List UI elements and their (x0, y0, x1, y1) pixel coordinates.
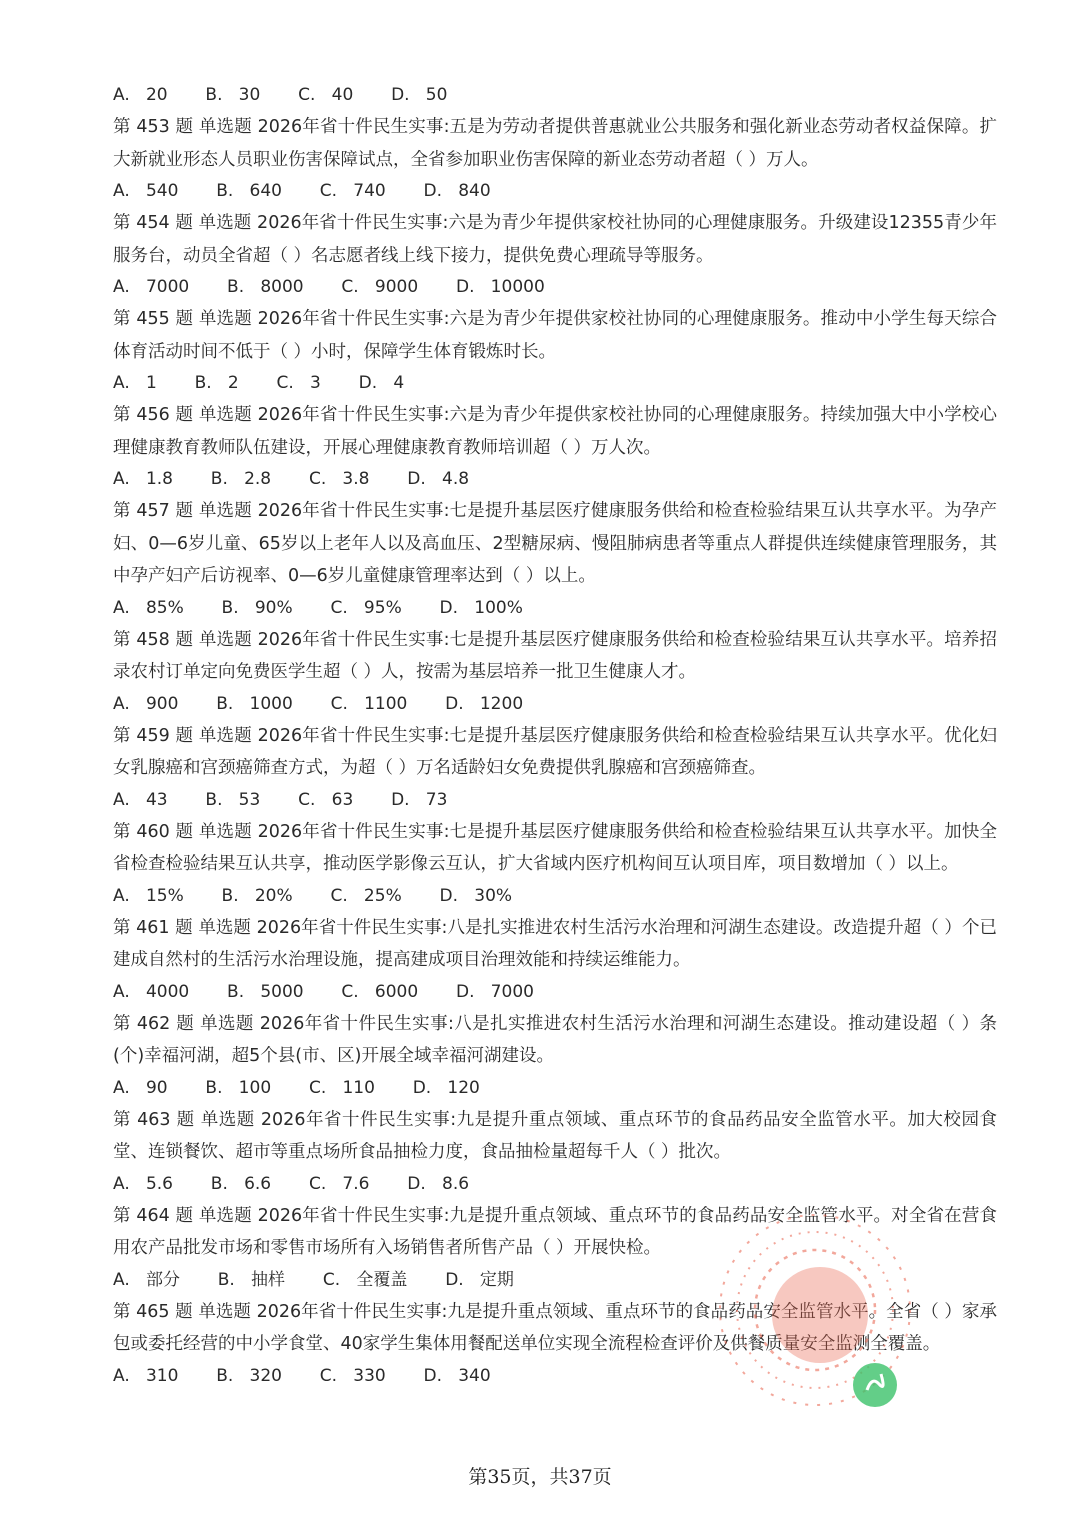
options-line: A. 85% B. 90% C. 95% D. 100% (113, 597, 523, 618)
options-line: A. 4000 B. 5000 C. 6000 D. 7000 (113, 981, 534, 1002)
options-line: A. 20 B. 30 C. 40 D. 50 (113, 85, 448, 105)
question-text: 第 459 题 单选题 2026年省十件民生实事:七是提升基层医疗健康服务供给和检查检验结果互认共享水平。优化妇女乳腺癌和宫颈癌筛查方式，为超（ ）万名适龄妇女免费提供乳腺癌和宫颈癌筛查。 (113, 725, 997, 778)
question-text: 第 460 题 单选题 2026年省十件民生实事:七是提升基层医疗健康服务供给和检查检验结果互认共享水平。加快全省检查检验结果互认共享，推动医学影像云互认，扩大省域内医疗机构间互认项目库，项目数增加（ ）以上。 (113, 821, 997, 874)
question-text: 第 453 题 单选题 2026年省十件民生实事:五是为劳动者提供普惠就业公共服务和强化新业态劳动者权益保障。扩大新就业形态人员职业伤害保障试点，全省参加职业伤害保障的新业态劳动者超（ ）万人。 (113, 117, 997, 170)
options-line: A. 15% B. 20% C. 25% D. 30% (113, 885, 513, 906)
question-text: 第 464 题 单选题 2026年省十件民生实事:九是提升重点领域、重点环节的食品药品安全监管水平。对全省在营食用农产品批发市场和零售市场所有入场销售者所售产品（ ）开展快检。 (113, 1205, 997, 1258)
question-text: 第 465 题 单选题 2026年省十件民生实事:九是提升重点领域、重点环节的食品药品安全监管水平。全省（ ）家承包或委托经营的中小学食堂、40家学生集体用餐配送单位实现全流程检查评价及供餐质量安全监测全覆盖。 (113, 1301, 997, 1354)
question-text: 第 458 题 单选题 2026年省十件民生实事:七是提升基层医疗健康服务供给和检查检验结果互认共享水平。培养招录农村订单定向免费医学生超（ ）人，按需为基层培养一批卫生健康人才。 (113, 629, 997, 682)
question-text: 第 454 题 单选题 2026年省十件民生实事:六是为青少年提供家校社协同的心理健康服务。升级建设12355青少年服务台，动员全省超（ ）名志愿者线上线下接力，提供免费心理疏导等服务。 (113, 213, 997, 266)
options-line: A. 7000 B. 8000 C. 9000 D. 10000 (113, 277, 545, 297)
question-text: 第 457 题 单选题 2026年省十件民生实事:七是提升基层医疗健康服务供给和检查检验结果互认共享水平。为孕产妇、0—6岁儿童、65岁以上老年人以及高血压、2型糖尿病、慢阻肺病患者等重点人群提供连续健康管理服务，其中孕产妇产后访视率、0—6岁儿童健康管理率达到（ ）以上。 (113, 501, 997, 586)
options-line: A. 900 B. 1000 C. 1100 D. 1200 (113, 693, 524, 714)
question-text: 第 461 题 单选题 2026年省十件民生实事:八是扎实推进农村生活污水治理和河湖生态建设。改造提升超（ ）个已建成自然村的生活污水治理设施，提高建成项目治理效能和持续运维能力。 (113, 917, 997, 970)
question-list (113, 80, 997, 1392)
options-line: A. 90 B. 100 C. 110 D. 120 (113, 1077, 480, 1098)
options-line: A. 5.6 B. 6.6 C. 7.6 D. 8.6 (113, 1173, 470, 1194)
options-line: A. 43 B. 53 C. 63 D. 73 (113, 789, 448, 810)
options-line: A. 1 B. 2 C. 3 D. 4 (113, 373, 405, 393)
question-text: 第 455 题 单选题 2026年省十件民生实事:六是为青少年提供家校社协同的心理健康服务。推动中小学生每天综合体育活动时间不低于（ ）小时，保障学生体育锻炼时长。 (113, 309, 997, 362)
page-footer: 第35页，共37页 (468, 1466, 612, 1488)
question-text: 第 463 题 单选题 2026年省十件民生实事:九是提升重点领域、重点环节的食品药品安全监管水平。加大校园食堂、连锁餐饮、超市等重点场所食品抽检力度，食品抽检量超每千人（ ）批次。 (113, 1109, 997, 1162)
question-text: 第 462 题 单选题 2026年省十件民生实事:八是扎实推进农村生活污水治理和河湖生态建设。推动建设超（ ）条(个)幸福河湖，超5个县(市、区)开展全域幸福河湖建设。 (113, 1013, 997, 1066)
options-line: A. 部分 B. 抽样 C. 全覆盖 D. 定期 (113, 1269, 514, 1290)
question-text: 第 456 题 单选题 2026年省十件民生实事:六是为青少年提供家校社协同的心理健康服务。持续加强大中小学校心理健康教育教师队伍建设，开展心理健康教育教师培训超（ ）万人次。 (113, 405, 997, 458)
options-line: A. 310 B. 320 C. 330 D. 340 (113, 1365, 491, 1386)
options-line: A. 1.8 B. 2.8 C. 3.8 D. 4.8 (113, 469, 470, 489)
options-line: A. 540 B. 640 C. 740 D. 840 (113, 181, 491, 201)
